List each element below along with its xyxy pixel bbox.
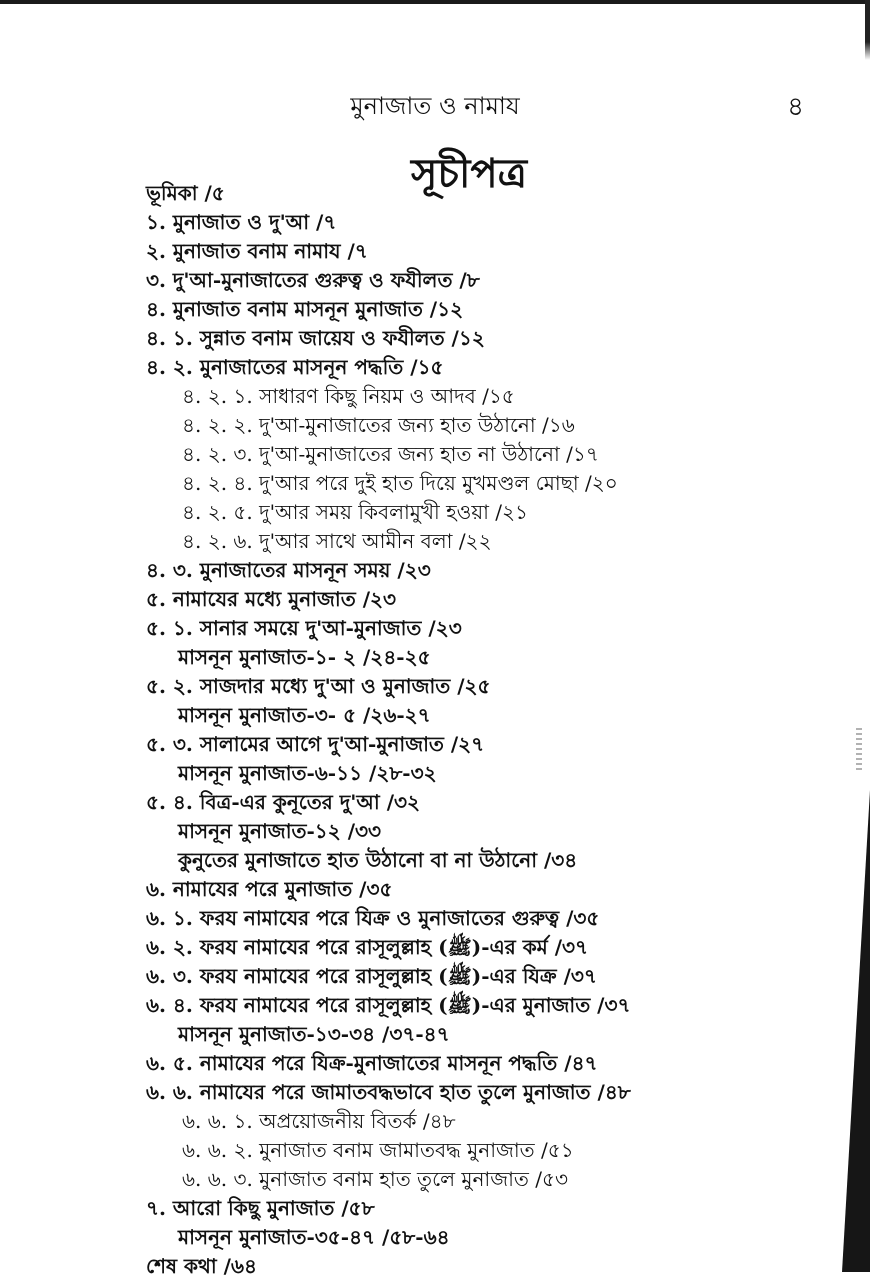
toc-entry: ভূমিকা /৫ — [146, 181, 225, 205]
toc-entry: মাসনূন মুনাজাত-৩- ৫ /২৬-২৭ — [178, 703, 431, 727]
toc-entry: ৫. ৪. বিত্র-এর কুনূতের দু'আ /৩২ — [146, 790, 421, 814]
toc-entry: মাসনূন মুনাজাত-১৩-৩৪ /৩৭-৪৭ — [178, 1022, 450, 1046]
contents-title: সূচীপত্র — [411, 150, 527, 197]
toc-entry: ৬. ১. ফরয নামাযের পরে যিক্র ও মুনাজাতের গুরুত্ব /৩৫ — [146, 906, 600, 930]
toc-entry: ৫. ৩. সালামের আগে দু'আ-মুনাজাত /২৭ — [146, 732, 485, 756]
toc-entry: ৪. ২. ৬. দু'আর সাথে আমীন বলা /২২ — [182, 529, 492, 553]
toc-entry: ৬. ৫. নামাযের পরে যিক্র-মুনাজাতের মাসনূন পদ্ধতি /৪৭ — [146, 1051, 598, 1075]
toc-entry: ৬. ৬. নামাযের পরে জামাতবদ্ধভাবে হাত তুলে মুনাজাত /৪৮ — [146, 1080, 631, 1104]
toc-entry: ২. মুনাজাত বনাম নামায /৭ — [146, 239, 368, 263]
scan-edge-top — [0, 0, 870, 4]
toc-entry: ৪. ২. ৩. দু'আ-মুনাজাতের জন্য হাত না উঠানো /১৭ — [182, 442, 599, 466]
toc-entry: মাসনূন মুনাজাত-১২ /৩৩ — [178, 819, 382, 843]
toc-entry: কুনুতের মুনাজাতে হাত উঠানো বা না উঠানো /৩৪ — [178, 848, 578, 872]
toc-entry: মাসনূন মুনাজাত-১- ২ /২৪-২৫ — [178, 645, 431, 669]
scan-edge-right-top — [865, 0, 870, 60]
page-number: ৪ — [787, 92, 804, 122]
toc-entry: ৪. ২. মুনাজাতের মাসনূন পদ্ধতি /১৫ — [146, 355, 444, 379]
toc-entry: ৬. ৬. ২. মুনাজাত বনাম জামাতবদ্ধ মুনাজাত /৫১ — [182, 1138, 574, 1162]
toc-entry: ৬. ৬. ১. অপ্রয়োজনীয় বিতর্ক /৪৮ — [182, 1109, 456, 1133]
toc-entry: ৩. দু'আ-মুনাজাতের গুরুত্ব ও ফযীলত /৮ — [146, 268, 480, 292]
toc-entry: ৪. ১. সুন্নাত বনাম জায়েয ও ফযীলত /১২ — [146, 326, 485, 350]
toc-entry: ৫. ২. সাজদার মধ্যে দু'আ ও মুনাজাত /২৫ — [146, 674, 491, 698]
toc-entry: ৬. ৬. ৩. মুনাজাত বনাম হাত তুলে মুনাজাত /৫৩ — [182, 1167, 568, 1191]
toc-entry: ৪. ২. ১. সাধারণ কিছু নিয়ম ও আদব /১৫ — [182, 384, 515, 408]
toc-entry: ৬. ৩. ফরয নামাযের পরে রাসূলুল্লাহ (ﷺ)-এর যিক্র /৩৭ — [146, 964, 597, 988]
toc-entry: শেষ কথা /৬৪ — [146, 1254, 257, 1278]
toc-entry: মাসনূন মুনাজাত-৩৫-৪৭ /৫৮-৬৪ — [178, 1225, 450, 1249]
toc-entry: ৪. ২. ৪. দু'আর পরে দুই হাত দিয়ে মুখমণ্ডল মোছা /২০ — [182, 471, 618, 495]
running-header-title: মুনাজাত ও নামায — [350, 92, 520, 120]
toc-entry: ৪. ২. ৫. দু'আর সময় কিবলামুখী হওয়া /২১ — [182, 500, 529, 524]
toc-entry: ৬. ৪. ফরয নামাযের পরে রাসূলুল্লাহ (ﷺ)-এর মুনাজাত /৩৭ — [146, 993, 631, 1017]
toc-entry: ৪. ২. ২. দু'আ-মুনাজাতের জন্য হাত উঠানো /১৬ — [182, 413, 575, 437]
toc-entry: ৬. নামাযের পরে মুনাজাত /৩৫ — [146, 877, 393, 901]
toc-entry: ৫. নামাযের মধ্যে মুনাজাত /২৩ — [146, 587, 397, 611]
toc-entry: ৪. মুনাজাত বনাম মাসনূন মুনাজাত /১২ — [146, 297, 464, 321]
table-of-contents — [146, 179, 866, 1281]
toc-entry: মাসনূন মুনাজাত-৬-১১ /২৮-৩২ — [178, 761, 437, 785]
toc-entry: ৫. ১. সানার সময়ে দু'আ-মুনাজাত /২৩ — [146, 616, 462, 640]
toc-entry: ৭. আরো কিছু মুনাজাত /৫৮ — [146, 1196, 375, 1220]
toc-entry: ৬. ২. ফরয নামাযের পরে রাসূলুল্লাহ (ﷺ)-এর কর্ম /৩৭ — [146, 935, 589, 959]
toc-entry: ১. মুনাজাত ও দু'আ /৭ — [146, 210, 337, 234]
toc-entry: ৪. ৩. মুনাজাতের মাসনূন সময় /২৩ — [146, 558, 431, 582]
